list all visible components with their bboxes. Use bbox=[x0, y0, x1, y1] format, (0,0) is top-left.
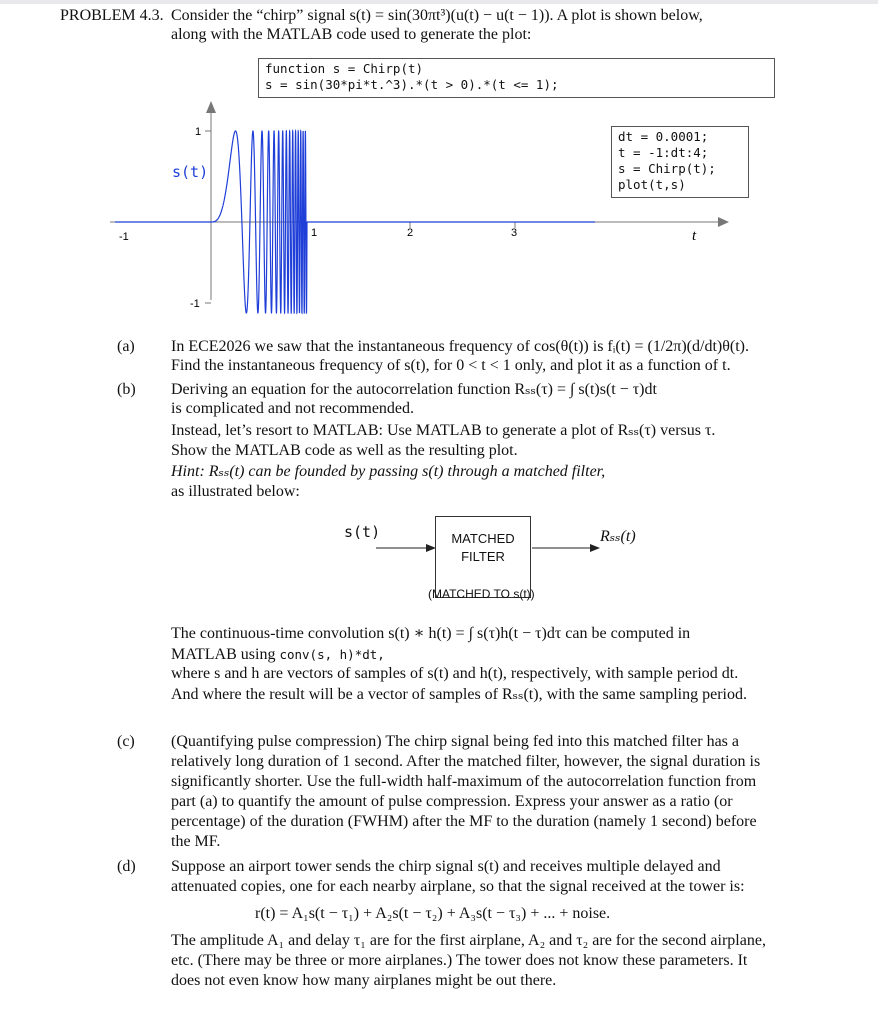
top-bar bbox=[0, 0, 878, 4]
intro-line-1: Consider the “chirp” signal s(t) = sin(30πt³)(u(t) − u(t − 1)). A plot is shown below, bbox=[171, 7, 703, 24]
part-b-line-1: Deriving an equation for the autocorrelation function Rₛₛ(τ) = ∫ s(t)s(t − τ)dt bbox=[171, 381, 657, 398]
part-d-label: (d) bbox=[117, 858, 136, 875]
mf-output-label: Rₛₛ(t) bbox=[600, 528, 636, 545]
part-c-line-2: relatively long duration of 1 second. After the matched filter, however, the signal duration is bbox=[171, 753, 761, 770]
intro-line-2: along with the MATLAB code used to generate the plot: bbox=[171, 26, 532, 43]
chirp-signal-line bbox=[115, 131, 595, 313]
plot-code-box bbox=[611, 126, 749, 198]
mf-box-line-1: MATCHED bbox=[451, 531, 515, 546]
plot-code-line-3: s = Chirp(t); bbox=[618, 161, 716, 176]
mf-caption: (MATCHED TO s(t)) bbox=[428, 587, 535, 601]
part-b-hint: Hint: Rₛₛ(t) can be founded by passing s(t) through a matched filter, bbox=[171, 463, 606, 480]
part-b-line-4: Show the MATLAB code as well as the resulting plot. bbox=[171, 442, 518, 459]
x-tick-label-1: 1 bbox=[311, 227, 318, 239]
part-b-line-3: Instead, let’s resort to MATLAB: Use MATLAB to generate a plot of Rₛₛ(τ) versus τ. bbox=[171, 422, 716, 439]
x-tick-label-2: 2 bbox=[407, 227, 414, 239]
part-d-line-3: The amplitude A₁ and delay τ₁ are for the first airplane, A₂ and τ₂ are for the second airplane, bbox=[171, 932, 766, 949]
part-c-line-3: significantly shorter. Use the full-width half-maximum of the autocorrelation function from bbox=[171, 773, 757, 790]
function-code-line-2: s = sin(30*pi*t.^3).*(t > 0).*(t <= 1); bbox=[265, 77, 559, 92]
x-axis-arrow bbox=[718, 217, 729, 227]
plot-code-line-1: dt = 0.0001; bbox=[618, 129, 709, 144]
conv-line-2-prefix: MATLAB using bbox=[171, 646, 276, 663]
part-d-line-2: attenuated copies, one for each nearby airplane, so that the signal received at the tower is: bbox=[171, 878, 745, 895]
x-tick-label-neg1: -1 bbox=[119, 231, 129, 243]
matched-filter-box bbox=[435, 516, 531, 598]
mf-box-line-2: FILTER bbox=[461, 549, 505, 564]
function-code-line-1: function s = Chirp(t) bbox=[265, 61, 424, 76]
x-tick-label-3: 3 bbox=[511, 227, 518, 239]
part-c-line-4: part (a) to quantify the amount of pulse compression. Express your answer as a ratio (or bbox=[171, 793, 733, 810]
part-c-line-6: the MF. bbox=[171, 833, 221, 850]
y-tick-label-1: 1 bbox=[195, 126, 202, 138]
x-axis-label: t bbox=[692, 228, 697, 244]
mf-output-arrowhead bbox=[590, 544, 600, 552]
plot-code-line-4: plot(t,s) bbox=[618, 177, 686, 192]
y-tick-label-neg1: -1 bbox=[190, 298, 200, 310]
conv-line-3: where s and h are vectors of samples of s(t) and h(t), respectively, with sample period dt. bbox=[171, 665, 739, 682]
part-c-line-1: (Quantifying pulse compression) The chirp signal being fed into this matched filter has a bbox=[171, 733, 740, 750]
conv-line-1: The continuous-time convolution s(t) ∗ h(t) = ∫ s(τ)h(t − τ)dτ can be computed in bbox=[171, 625, 691, 642]
part-d-line-5: does not even know how many airplanes might be out there. bbox=[171, 972, 557, 989]
part-c-label: (c) bbox=[117, 733, 135, 750]
part-c-line-5: percentage) of the duration (FWHM) after the MF to the duration (namely 1 second) before bbox=[171, 813, 757, 830]
y-axis-arrow bbox=[206, 101, 216, 113]
part-b-label: (b) bbox=[117, 381, 136, 398]
part-a-label: (a) bbox=[117, 338, 135, 355]
part-d-line-4: etc. (There may be three or more airplanes.) The tower does not know these parameters. It bbox=[171, 952, 748, 969]
part-d-equation: r(t) = A₁s(t − τ₁) + A₂s(t − τ₂) + A₃s(t − τ₃) + ... + noise. bbox=[255, 905, 611, 922]
part-a-line-2: Find the instantaneous frequency of s(t), for 0 < t < 1 only, and plot it as a function of t. bbox=[171, 357, 731, 374]
part-b-line-2: is complicated and not recommended. bbox=[171, 400, 415, 417]
function-code-box bbox=[258, 58, 775, 98]
mf-input-label: s(t) bbox=[344, 523, 381, 541]
part-a-line-1: In ECE2026 we saw that the instantaneous frequency of cos(θ(t)) is fᵢ(t) = (1/2π)(d/dt)θ(t). bbox=[171, 338, 749, 355]
part-b-line-6: as illustrated below: bbox=[171, 483, 300, 500]
plot-code-line-2: t = -1:dt:4; bbox=[618, 145, 709, 160]
conv-line-4: And where the result will be a vector of samples of Rₛₛ(t), with the same sampling period. bbox=[171, 686, 747, 703]
conv-code: conv(s, h)*dt, bbox=[279, 647, 385, 662]
y-axis-label: s(t) bbox=[172, 163, 209, 181]
problem-label: PROBLEM 4.3. bbox=[60, 7, 164, 24]
part-d-line-1: Suppose an airport tower sends the chirp signal s(t) and receives multiple delayed and bbox=[171, 858, 721, 875]
